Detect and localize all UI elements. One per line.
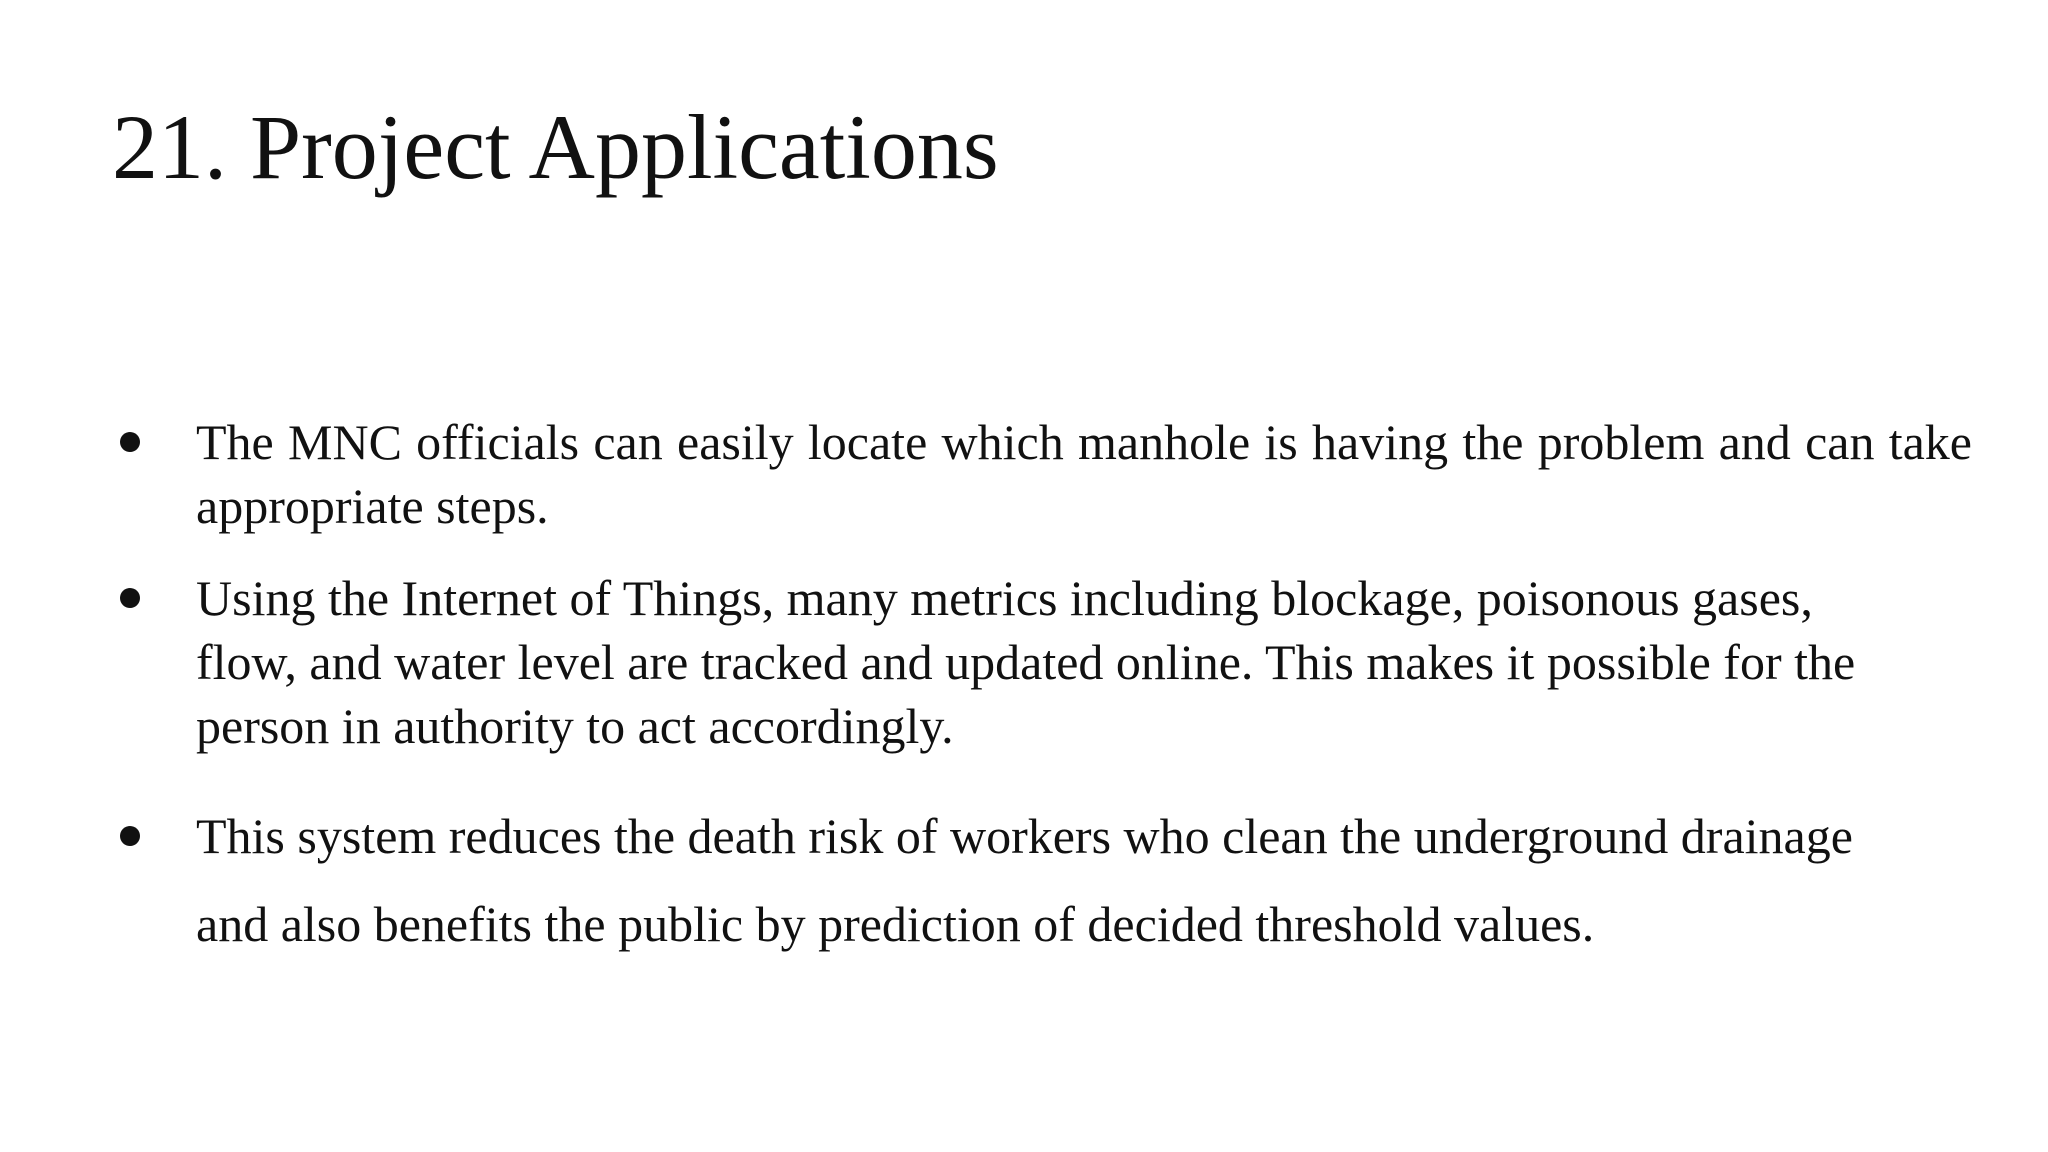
slide-title: 21. Project Applications — [112, 96, 999, 198]
bullet-dot-icon — [120, 588, 140, 608]
bullet-item — [112, 410, 1972, 538]
bullet-text: Using the Internet of Things, many metrics including blockage, poisonous gases, flow, and water level are tracked and updated online. This makes it possible for the person in authority to act accordingly. — [196, 570, 1856, 754]
bullet-dot-icon — [120, 432, 140, 452]
bullet-item — [112, 792, 1972, 968]
bullet-text: This system reduces the death risk of workers who clean the underground drainage and also benefits the public by prediction of decided threshold values. — [196, 808, 1853, 952]
bullet-list — [112, 410, 1972, 968]
bullet-item — [112, 566, 1972, 758]
bullet-text: The MNC officials can easily locate which manhole is having the problem and can take appropriate steps. — [196, 414, 1972, 534]
bullet-dot-icon — [120, 826, 140, 846]
